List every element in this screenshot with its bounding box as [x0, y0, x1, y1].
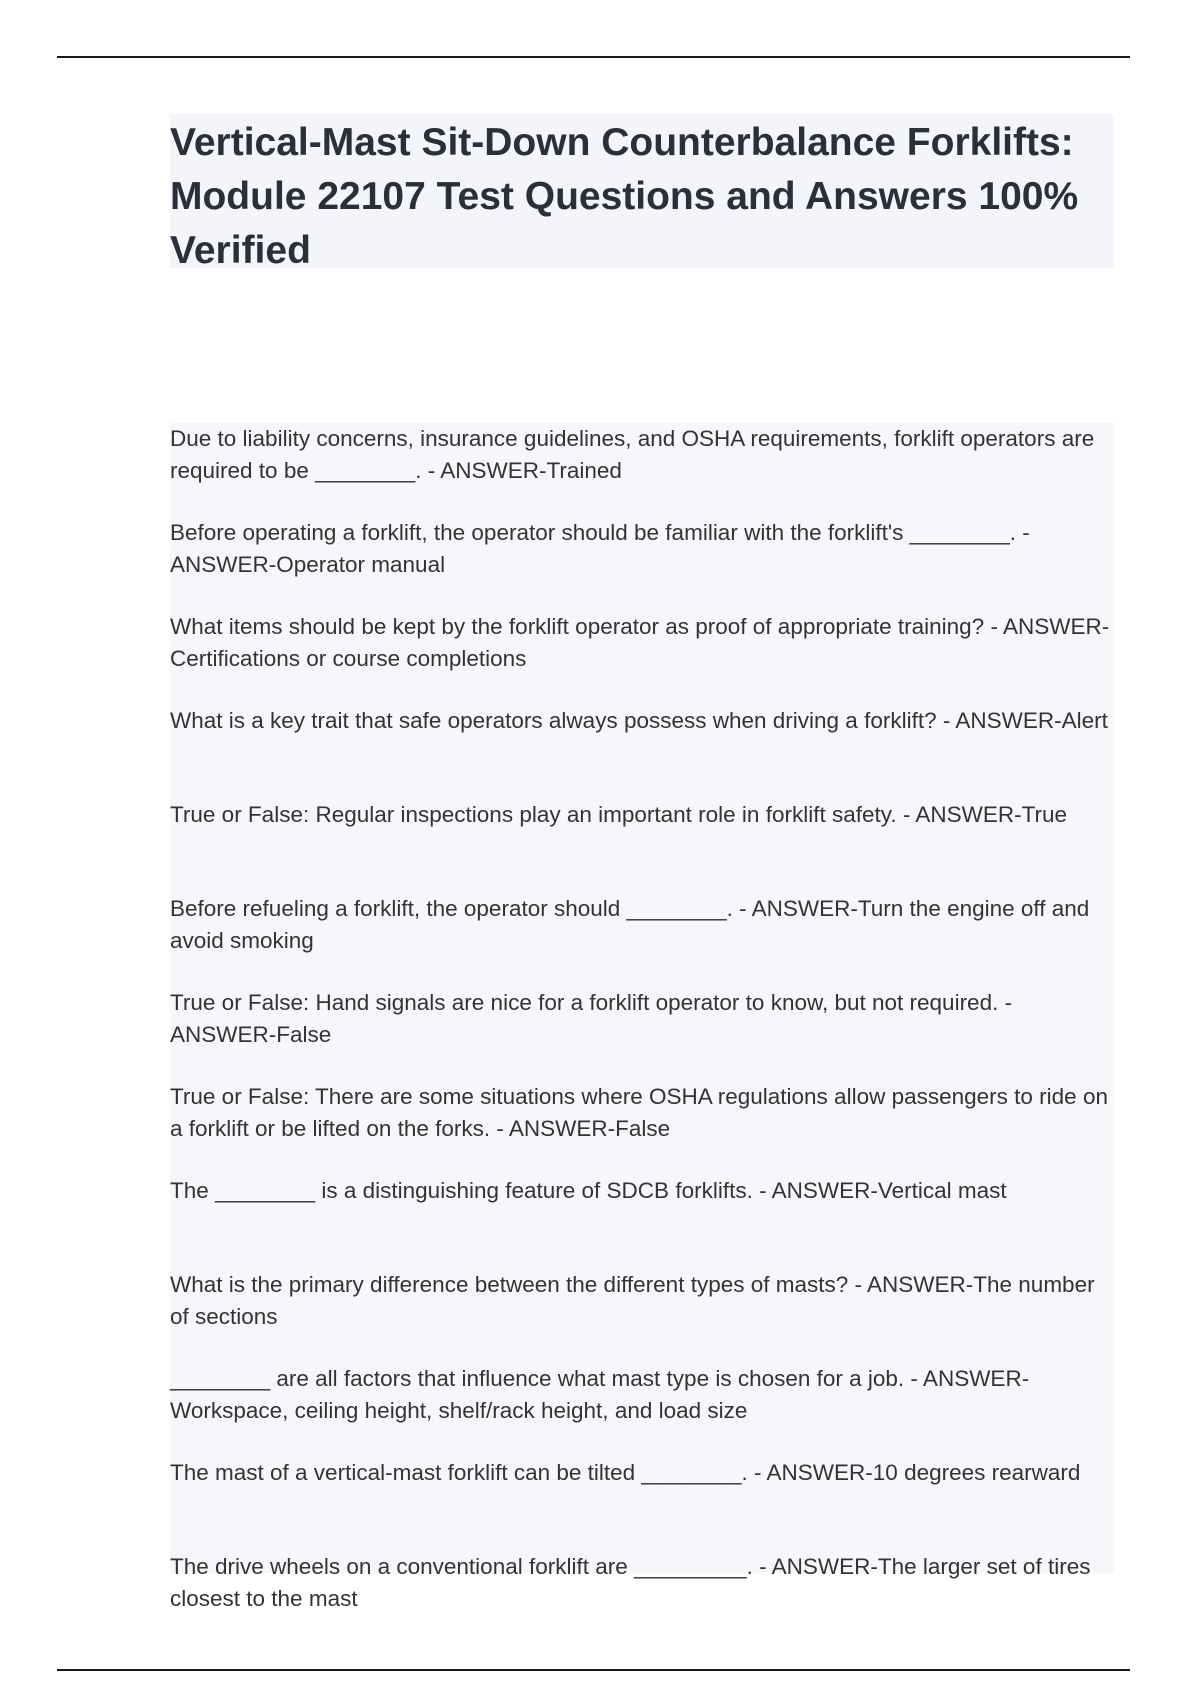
qa-item: The drive wheels on a conventional forklift are _________. - ANSWER-The larger set of tires closest to the mast	[170, 1554, 1091, 1611]
qa-item: True or False: Hand signals are nice for a forklift operator to know, but not required. - ANSWER-False	[170, 990, 1013, 1047]
qa-item: True or False: Regular inspections play an important role in forklift safety. - ANSWER-True	[170, 802, 1068, 827]
qa-item: What items should be kept by the forklift operator as proof of appropriate training? - ANSWER-Certifications or course completions	[170, 614, 1110, 671]
qa-section	[170, 423, 1114, 1611]
qa-item: What is a key trait that safe operators always possess when driving a forklift? - ANSWER-Alert	[170, 708, 1108, 733]
qa-item: ________ are all factors that influence what mast type is chosen for a job. - ANSWER-Workspace, ceiling height, shelf/rack height, and load size	[170, 1366, 1030, 1423]
document-title: Vertical-Mast Sit-Down Counterbalance Forklifts: Module 22107 Test Questions and Answers 100% Verified	[170, 121, 1079, 272]
bottom-rule	[57, 1669, 1130, 1671]
qa-item: The ________ is a distinguishing feature of SDCB forklifts. - ANSWER-Vertical mast	[170, 1178, 1007, 1203]
qa-item: Due to liability concerns, insurance guidelines, and OSHA requirements, forklift operators are required to be ________. - ANSWER-Trained	[170, 426, 1095, 483]
qa-list	[170, 423, 1114, 1615]
qa-item: True or False: There are some situations where OSHA regulations allow passengers to ride on a forklift or be lifted on the forks. - ANSWER-False	[170, 1084, 1108, 1141]
qa-item: Before refueling a forklift, the operator should ________. - ANSWER-Turn the engine off and avoid smoking	[170, 896, 1090, 953]
top-rule	[57, 56, 1130, 58]
title-block	[170, 114, 1114, 272]
qa-item: What is the primary difference between the different types of masts? - ANSWER-The number of sections	[170, 1272, 1095, 1329]
qa-item: Before operating a forklift, the operator should be familiar with the forklift's ________. - ANSWER-Operator manual	[170, 520, 1030, 577]
qa-item: The mast of a vertical-mast forklift can be tilted ________. - ANSWER-10 degrees rearward	[170, 1460, 1081, 1485]
